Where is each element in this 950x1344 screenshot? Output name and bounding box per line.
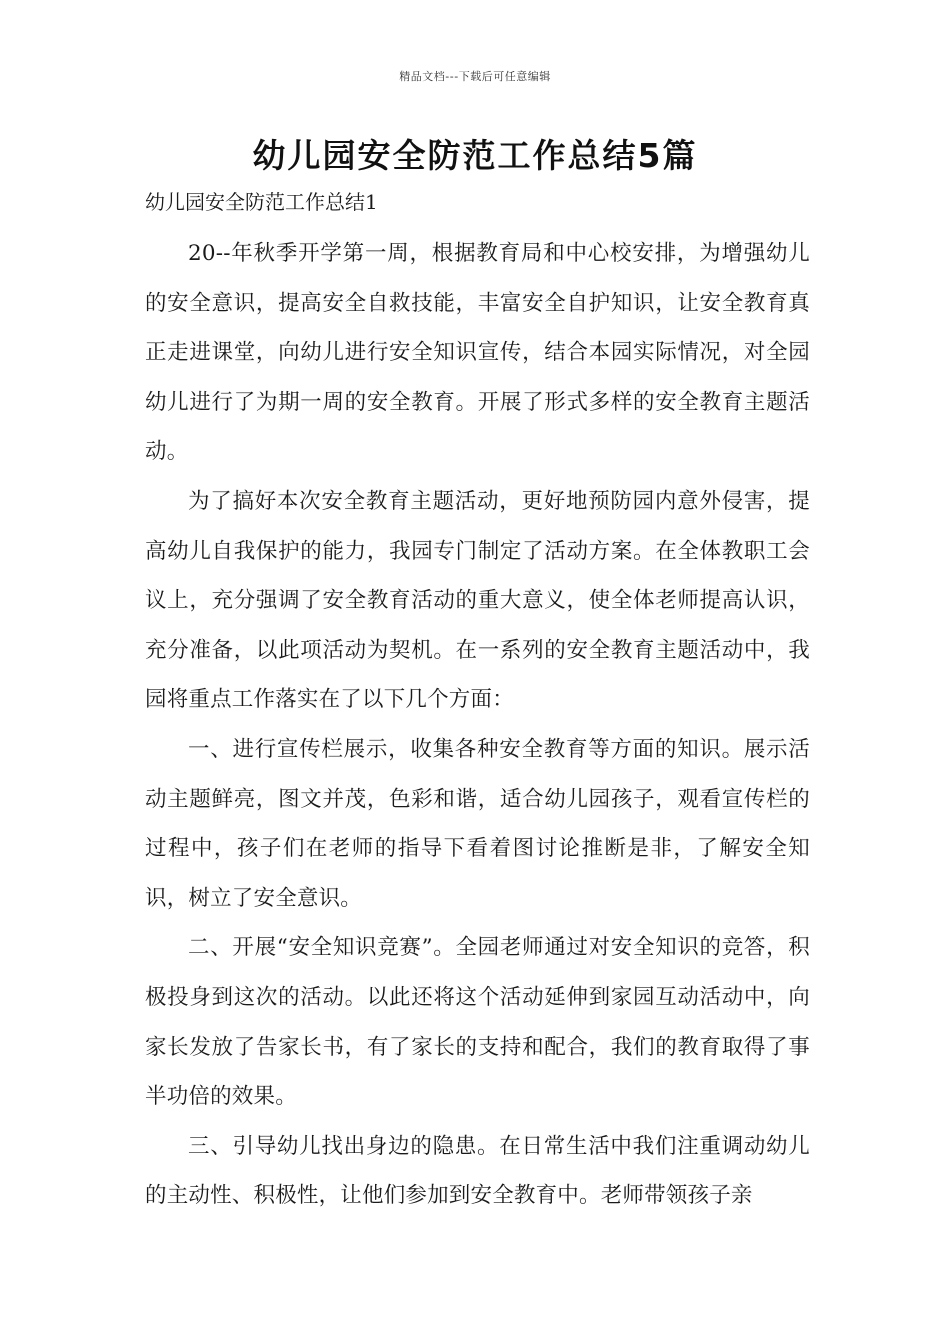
paragraph: 三、引导幼儿找出身边的隐患。在日常生活中我们注重调动幼儿的主动性、积极性，让他们参加到安全教育中。老师带领孩子亲 bbox=[145, 1133, 810, 1209]
paragraph: 20--年秋季开学第一周，根据教育局和中心校安排，为增强幼儿的安全意识，提高安全自救技能，丰富安全自护知识，让安全教育真正走进课堂，向幼儿进行安全知识宣传，结合本园实际情况，对全园幼儿进行了为期一周的安全教育。开展了形式多样的安全教育主题活动。 bbox=[145, 241, 810, 465]
paragraph: 一、进行宣传栏展示，收集各种安全教育等方面的知识。展示活动主题鲜亮，图文并茂，色彩和谐，适合幼儿园孩子，观看宣传栏的过程中，孩子们在老师的指导下看着图讨论推断是非，了解安全知识，树立了安全意识。 bbox=[145, 736, 810, 911]
header-note: 精品文档---下载后可任意编辑 bbox=[399, 70, 551, 83]
section-heading: 幼儿园安全防范工作总结1 bbox=[145, 190, 378, 214]
document-title: 幼儿园安全防范工作总结5篇 bbox=[252, 136, 698, 175]
paragraph: 二、开展“安全知识竞赛”。全园老师通过对安全知识的竞答，积极投身到这次的活动。以此还将这个活动延伸到家园互动活动中，向家长发放了告家长书，有了家长的支持和配合，我们的教育取得了事半功倍的效果。 bbox=[145, 935, 810, 1110]
paragraph: 为了搞好本次安全教育主题活动，更好地预防园内意外侵害，提高幼儿自我保护的能力，我园专门制定了活动方案。在全体教职工会议上，充分强调了安全教育活动的重大意义，使全体老师提高认识，充分准备，以此项活动为契机。在一系列的安全教育主题活动中，我园将重点工作落实在了以下几个方面： bbox=[145, 488, 810, 713]
body-text bbox=[145, 229, 810, 1221]
